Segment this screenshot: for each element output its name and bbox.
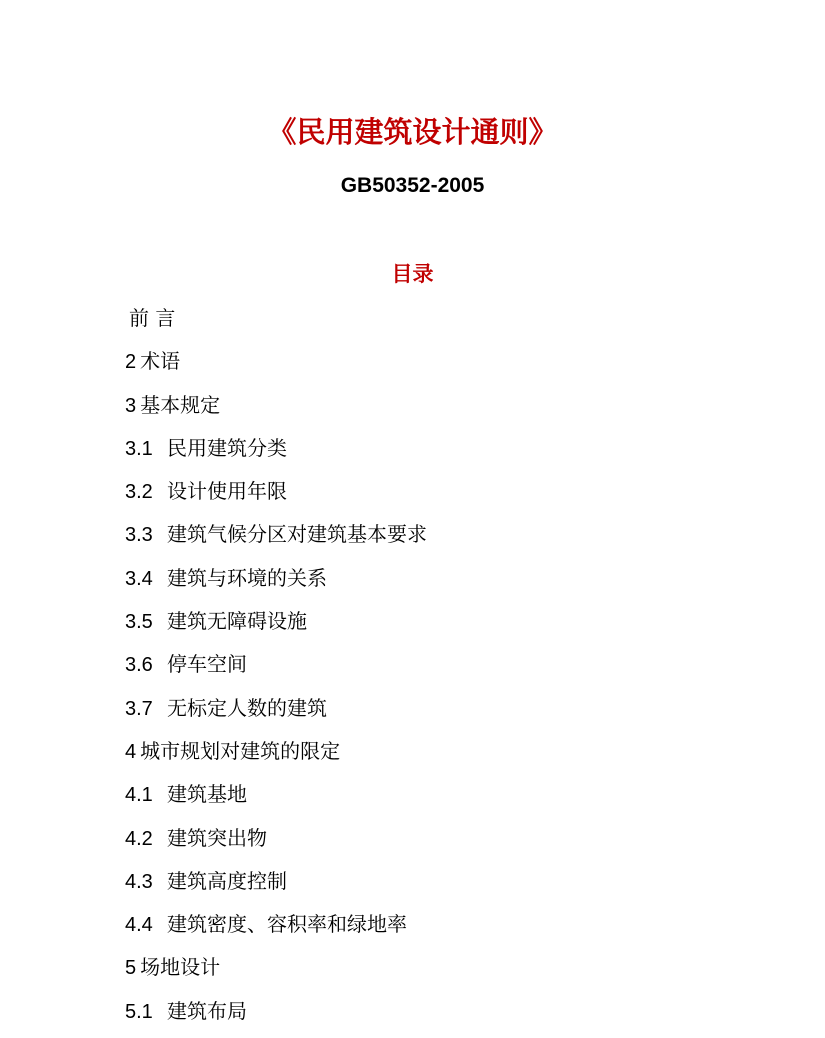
toc-entry[interactable] [125, 302, 427, 345]
toc-entry[interactable] [125, 475, 427, 518]
toc-entry-label: 建筑高度控制 [167, 868, 287, 893]
toc-entry-label: 城市规划对建筑的限定 [140, 738, 341, 763]
toc-entry-label: 建筑无障碍设施 [167, 609, 307, 634]
toc-entry-label: 民用建筑分类 [167, 435, 287, 460]
toc-entry[interactable] [125, 908, 427, 951]
toc-entry-number: 3.3 [125, 524, 153, 547]
toc-entry-label: 设计使用年限 [167, 479, 287, 504]
toc-entry[interactable] [125, 648, 427, 691]
toc-entry-number: 3.1 [125, 437, 153, 460]
toc-entry-number: 3.5 [125, 611, 153, 634]
toc-entry-label: 术语 [140, 349, 181, 374]
toc-entry-label: 建筑基地 [167, 782, 247, 807]
toc-entry-label: 场地设计 [140, 955, 221, 980]
standard-code: GB50352-2005 [340, 174, 485, 197]
toc-entry-number: 3 [125, 394, 137, 417]
toc-entry-number: 5 [125, 957, 137, 980]
toc-entry-label: 建筑突出物 [167, 825, 267, 850]
toc-entry-label: 基本规定 [140, 392, 221, 417]
toc-entry-number: 3.2 [125, 481, 153, 504]
toc-entry-label: 前 言 [129, 306, 176, 330]
toc-entry-number: 4.2 [125, 827, 153, 850]
toc-entry[interactable] [125, 865, 427, 908]
toc-entry-label: 建筑布局 [167, 998, 247, 1023]
toc-entry[interactable] [125, 822, 427, 865]
toc-heading: 目录 [391, 262, 434, 286]
toc-entry-label: 无标定人数的建筑 [167, 695, 327, 720]
table-of-contents [125, 302, 427, 1038]
toc-entry[interactable] [125, 735, 427, 778]
toc-entry-label: 停车空间 [167, 652, 247, 677]
toc-entry[interactable] [125, 605, 427, 648]
toc-entry-label: 建筑气候分区对建筑基本要求 [167, 522, 427, 547]
toc-entry[interactable] [125, 518, 427, 561]
toc-entry[interactable] [125, 778, 427, 821]
toc-entry[interactable] [125, 951, 427, 994]
toc-entry-number: 4.1 [125, 784, 153, 807]
toc-entry-number: 4 [125, 740, 137, 763]
toc-entry-number: 4.3 [125, 870, 153, 893]
toc-entry[interactable] [125, 389, 427, 432]
toc-entry-label: 建筑与环境的关系 [167, 565, 327, 590]
toc-entry-label: 建筑密度、容积率和绿地率 [167, 912, 407, 937]
toc-entry-number: 2 [125, 351, 137, 374]
toc-entry[interactable] [125, 432, 427, 475]
toc-entry[interactable] [125, 995, 427, 1038]
toc-entry-number: 3.4 [125, 567, 153, 590]
toc-entry[interactable] [125, 692, 427, 735]
document-title: 《民用建筑设计通则》 [267, 115, 558, 149]
toc-entry[interactable] [125, 345, 427, 388]
toc-entry[interactable] [125, 562, 427, 605]
toc-entry-number: 3.6 [125, 654, 153, 677]
toc-entry-number: 4.4 [125, 914, 153, 937]
toc-entry-number: 5.1 [125, 1000, 153, 1023]
toc-entry-number: 3.7 [125, 697, 153, 720]
